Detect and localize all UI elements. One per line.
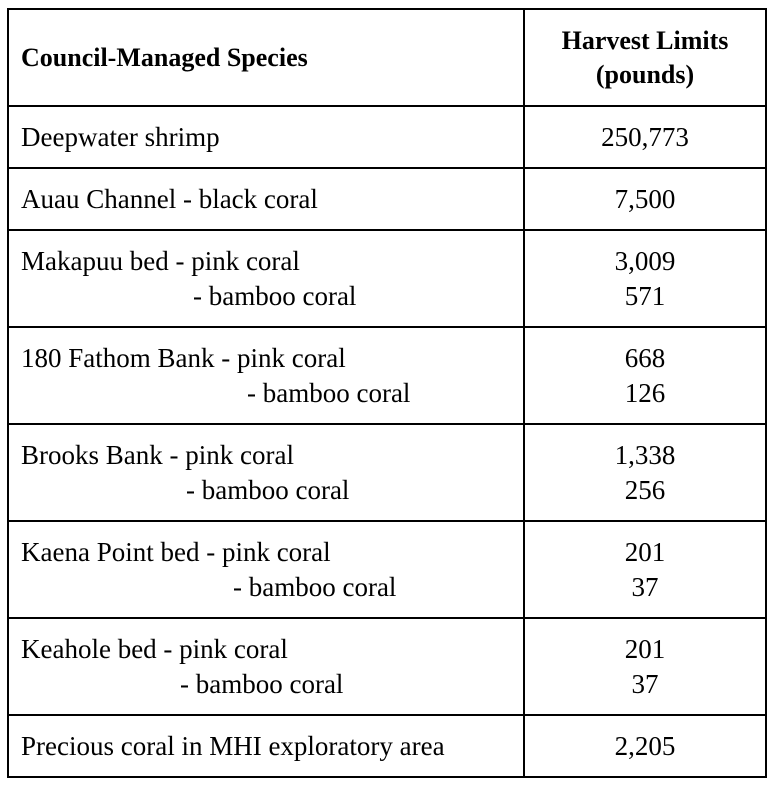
table-row — [8, 168, 766, 230]
species-main: Brooks Bank - pink coral — [21, 439, 294, 470]
species-sub: - bamboo coral — [186, 474, 350, 505]
species-sub: - bamboo coral — [193, 280, 357, 311]
limit-cell — [524, 230, 766, 327]
limit-sub: 37 — [631, 571, 659, 602]
species-cell: Precious coral in MHI exploratory area — [8, 715, 524, 777]
species-sub: - bamboo coral — [247, 377, 411, 408]
table-row — [8, 715, 766, 777]
species-main: Keahole bed - pink coral — [21, 633, 288, 664]
table-row — [8, 521, 766, 618]
species-main: Makapuu bed - pink coral — [21, 245, 300, 276]
species-cell — [8, 327, 524, 424]
table-row — [8, 106, 766, 168]
species-main: Kaena Point bed - pink coral — [21, 536, 331, 567]
species-cell — [8, 521, 524, 618]
limit-main: 201 — [624, 536, 666, 567]
limit-cell — [524, 327, 766, 424]
limit-cell — [524, 424, 766, 521]
table-row — [8, 230, 766, 327]
species-sub: - bamboo coral — [180, 668, 344, 699]
harvest-limits-header-line1: Harvest Limits — [561, 25, 729, 55]
table-row — [8, 424, 766, 521]
limit-sub: 256 — [624, 474, 666, 505]
species-cell: Auau Channel - black coral — [8, 168, 524, 230]
limit-cell: 250,773 — [524, 106, 766, 168]
limit-cell — [524, 618, 766, 715]
species-sub: - bamboo coral — [233, 571, 397, 602]
limit-main: 1,338 — [614, 439, 676, 470]
limit-cell: 2,205 — [524, 715, 766, 777]
limit-cell: 7,500 — [524, 168, 766, 230]
limit-sub: 571 — [624, 280, 666, 311]
table-row — [8, 327, 766, 424]
limit-main: 201 — [624, 633, 666, 664]
limit-sub: 126 — [624, 377, 666, 408]
table-row — [8, 618, 766, 715]
limit-main: 668 — [624, 342, 666, 373]
species-cell — [8, 618, 524, 715]
harvest-limits-header-line2: (pounds) — [595, 59, 695, 89]
harvest-limits-column-header — [524, 9, 766, 106]
limit-cell — [524, 521, 766, 618]
limit-sub: 37 — [631, 668, 659, 699]
table-header-row — [8, 9, 766, 106]
harvest-limits-table — [7, 8, 767, 778]
limit-main: 3,009 — [614, 245, 676, 276]
species-column-header: Council-Managed Species — [8, 9, 524, 106]
species-cell: Deepwater shrimp — [8, 106, 524, 168]
species-main: 180 Fathom Bank - pink coral — [21, 342, 346, 373]
species-cell — [8, 424, 524, 521]
species-cell — [8, 230, 524, 327]
